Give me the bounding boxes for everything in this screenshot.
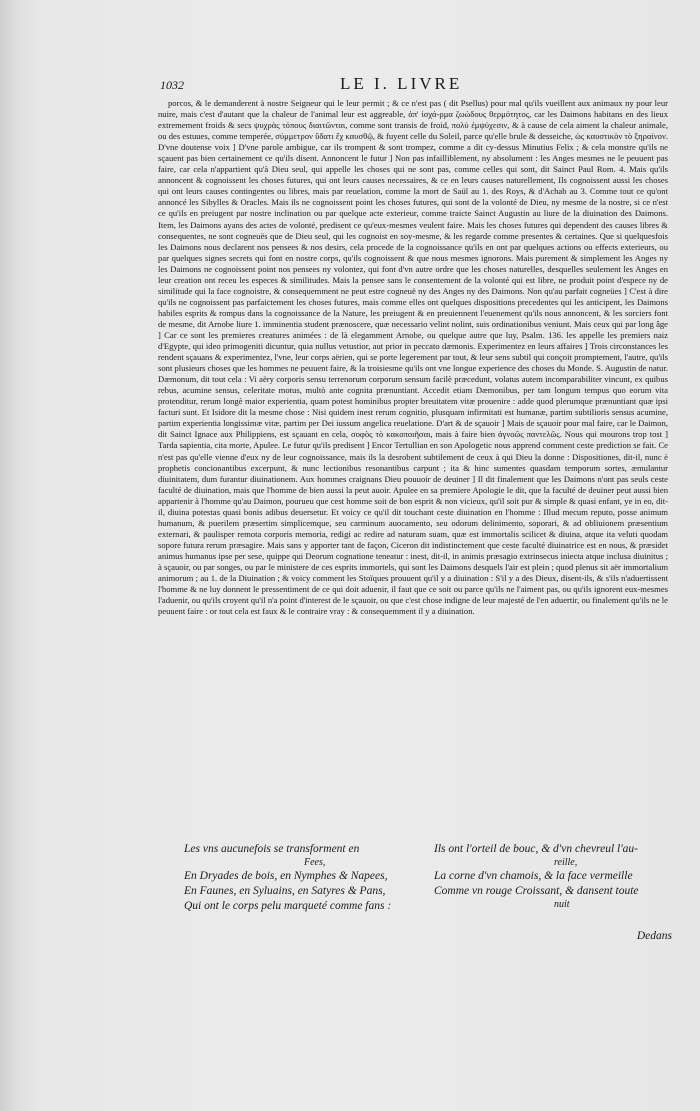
verse-column-right	[434, 842, 674, 911]
verse-line-continuation: Fees,	[304, 857, 326, 868]
verse-line: Qui ont le corps pelu marqueté comme fans :	[184, 900, 392, 912]
verse-line: La corne d'vn chamois, & la face vermeille	[434, 870, 633, 882]
verse-column-left	[184, 842, 424, 914]
verse-line: Ils ont l'orteil de bouc, & d'vn chevreul l'au-	[434, 843, 639, 855]
verse-line: Comme vn rouge Croissant, & dansent toute	[434, 885, 639, 897]
verse-line: En Dryades de bois, en Nymphes & Napees,	[184, 870, 388, 882]
running-title: LE I. LIVRE	[340, 74, 463, 93]
verse-block	[184, 842, 674, 932]
commentary-paragraph: porcos, & le demanderent à nostre Seigneur qui le leur permit ; & ce n'est pas ( dit Psellus) pour mal qu'ils vueillent aux animaux ny pour leur nuire, mais c'est d'autant que la chaleur de l'animal leur est aggreable, ἀπ' ἰσχά-ρμα ζωώδους θερμότητος, car les Daimons habitans en des lieux extremement froids & secs ψυχρὰς τόπους διαιτῶνται, comme sont transis de froid, πολὺ ἐμψύχεσιν, & à cause de cela aiment la chaleur animale, ou des estuues, comme temperée, σύμμετρον ὕδατι ἔχ καυσθῷ, & fuyent celle du Soleil, parce qu'elle brule & desseiche, ὡς καυστικὸν τὸ ξηραίνον. D'vne doutense voix ] D'vne parole ambigue, car ils trompent & sont trompez, comme a dit cy-dessus Minutius Felix ; & cela monstre qu'ils ne sçauent pas bien certainement ce qu'ils disent. Annoncent le futur ] Non pas infailliblement, ny absolument : les Anges mesmes ne le peuuent pas faire, car cela n'appartient qu'à Dieu seul, qui appelle les choses qui ne sont pas, comme celles qui sont, dit Sainct Paul Rom. 4. Mais qu'ils annoncent & cognoissent les choses futures, qui ont leurs causes necessaires, & ce en leurs causes naturellement, Ils cognoissent aussi les choses qui ont leurs causes contingentes ou libres, mais par reuelation, comme la mort de Saül au 1. des Roys, & d'Achab au 3. Comme tout ce qu'ont annoncé les Sibylles & Oracles. Mais ils ne cognoissent point les choses futures, qui sont de la volonté de Dieu, ny mesme de la nostre, si ce n'est ce qu'ils en preiugent par nostre inclination ou par quelque acte exterieur, comme traicte Sainct Augustin au liure de la diuination des Daimons. Item, les Daimons ayans des actes de volonté, predisent ce qu'eux-mesmes veulent faire. Mais les choses futures qui dependent des causes libres & consequentes, ne sont cogneuës que de Dieu seul, qui les cognoist en soy-mesme, & les regarde comme presentes & certaines. Que si quelquesfois les Daimons nous declarent nos pensees & nos desirs, cela procede de la cognoissance qu'ils en ont par quelques actions ou effects exterieurs, ou par quelques signes secrets qui font en nostre corps, qu'ils cognoissent & que nous mesmes ignorons. Mais purement & simplement les Anges ny les Daimons ne cognoissent point nos pensees ny volontez, qui font d'vn autre ordre que les choses naturelles, desquelles seulement les Anges en leur creation ont receu les especes & similitudes. Mais la pensee sans le consentement de la volonté qui est libre, ne produit point d'espece ny de similitude qui la face cognoistre, & consequemment ne peut estre cogneuë ny des Anges ny des Daimons. Non qu'au parfait cogneües ] C'est à dire qu'ils ne cognoissent pas parfaictement les choses futures, mais comme elles ont quelques dispositions precedentes qui les anticipent, les Daimons habiles esprits & rompus dans la cognoissance de la Nature, les preiugent & en preuiennent l'euenement qu'ils nous annoncent, & les sorciers font de mesme, dit Arnobe liure 1. imminentia student prænoscere, quæ necessario velint nolint, suis ordinationibus veniunt. Mais ceux qui par long âge ] Car ce sont les premieres creatures animées : de là elegamment Arnobe, ou quelque autre que luy, Psalm. 136. les appelle les premiers naiz d'Egypte, qui ideo primogeniti dicuntur, quia nullus vetustior, aut prior in peccato dæmonis. Experimentez en leurs affaires ] Trois circonstances les rendent sçauans & experimentez, l'vne, leur corps aërien, qui se porte legerement par tout, & leur sens subtil qui conçoit promptement, l'autre, qu'ils sont plusieurs choses que les hommes ne peuuent faire, & la troisiesme qu'ils ont vne longue experience des choses du Monde. S. Augustin de natur. Dæmonum, dit tout cela : Vi aëry corporis sensu terrenorum corporum sensum facilè præcedunt, volatus autem incomparabiliter vincunt, ex quibus rebus, acumine sensus, celeritate motus, multò ante cognita prænuntiant. Accedit etiam Dæmonibus, per tam longum tempus quo eorum vita protenditur, rerum longè maior experientia, quam potest hominibus propter breuitatem vitæ prouenire : adde quod plerumque prænuntiant quæ ipsi facturi sunt. Et Isidore dit la mesme chose : Nisi quidem inest rerum cognitio, plusquam infirmitati est humanæ, partim subtilioris sensus acumine, partim experientia longissimæ vitæ, partim per Dei iussum angelica reuelatione. D'art & de sçauoir ] Mais de sçauoir pour mal faire, car le Daimon, dit Sainct Ignace aux Philippiens, est sçauant en cela, σοφὸς τὸ κακοποιῆσαι, mais à faire bien ἀγνοῶς παντελῶς. Nous qui mourons trop tost ] Tarda sapientia, cita morte, Apulee. Le futur qu'ils predisent ] Encor Tertullian en son Apologetic nous apprend comment ceste prediction se fait. Ce n'est pas qu'elle vienne d'eux ny de leur cognoissance, mais ils la desrobent subtilement de ceux à qui Dieu la donne : Dispositiones, dit-il, nunc è prophetis concionantibus excerpunt, & nunc lectionibus resonantibus carpunt ; ita & hinc sumentes quasdam temporum sortes, æmulantur diuinitatem, dum furantur diuinationem. Aux hommes craignans Dieu pouuoir de deuiner ] Il dit finalement que les Daimons n'ont pas seuls ceste faculté de diuination, mais que l'homme de bien aussi la peut auoir. Apulee en sa premiere Apologie le dit, que la faculté de deuiner peut aussi bien appartenir à l'homme qu'au Daimon, pourueu que cest homme soit de bon esprit & non vicieux, qu'il soit pur & simple & quasi enfant, ye in eo, dit-il, diuina potestas quasi bonis adibus deuersetur. Et voicy ce qu'il dit touchant ceste diuination en l'homme : Illud mecum reputo, posse animum humanum, & puerilem præsertim simplicemque, seu carminum auocamento, seu odorum delinimento, soporari, & ad obliuionem præsentium externari, & paulisper remota corporis memoria, redigi ac redire ad naturam suam, quæ est immortalis scilicet & diuina, atque ita veluti quodam sopore futura rerum præsagire. Mais sans y apporter tant de façon, Ciceron dit indistinctement que ceste faculté diuinatrice est en nous, & præsidet animus humanus ipse per sese, quippe qui Deorum cognatione teneatur : inest, dit-il, in animis præsagio extrinsecus iniecta atque inclusa diuinitus ; à sçauoir, ou par songes, ou par le ministere de ces esprits immortels, qui sont les Daimons desquels l'air est plein ; quod plenus sit aër immortalium animorum ; au 1. de la Diuination ; & voicy comment les Stoïques prouuent qu'il y a diuination : S'il y a des Dieux, disent-ils, & s'ils n'aduertissent l'homme & ne luy donnent le pressentiment de ce qui doit aduenir, il faut que ce soit ou parce qu'ils ne l'aiment pas, ou qu'ils ignorent eux-mesmes l'aduenir, ou qu'ils croyent qu'il n'a point d'interest de le sçauoir, ou que c'est chose indigne de leur majesté de l'en aduertir, ou finalement qu'ils ne le peuuent faire : or tout cela est faux & le contraire vray : & consequemment il y a diuination.	[158, 98, 668, 617]
page-header	[160, 74, 660, 96]
verse-line-continuation: reille,	[554, 857, 578, 868]
verse-line: En Faunes, en Syluains, en Satyres & Pans,	[184, 885, 386, 897]
page-gutter	[0, 0, 20, 1111]
verse-line: Les vns aucunefois se transforment en	[184, 843, 360, 855]
commentary-text	[158, 98, 668, 838]
verse-line-continuation: nuit	[554, 899, 570, 910]
page-number: 1032	[160, 78, 184, 92]
catchword: Dedans	[636, 930, 672, 942]
